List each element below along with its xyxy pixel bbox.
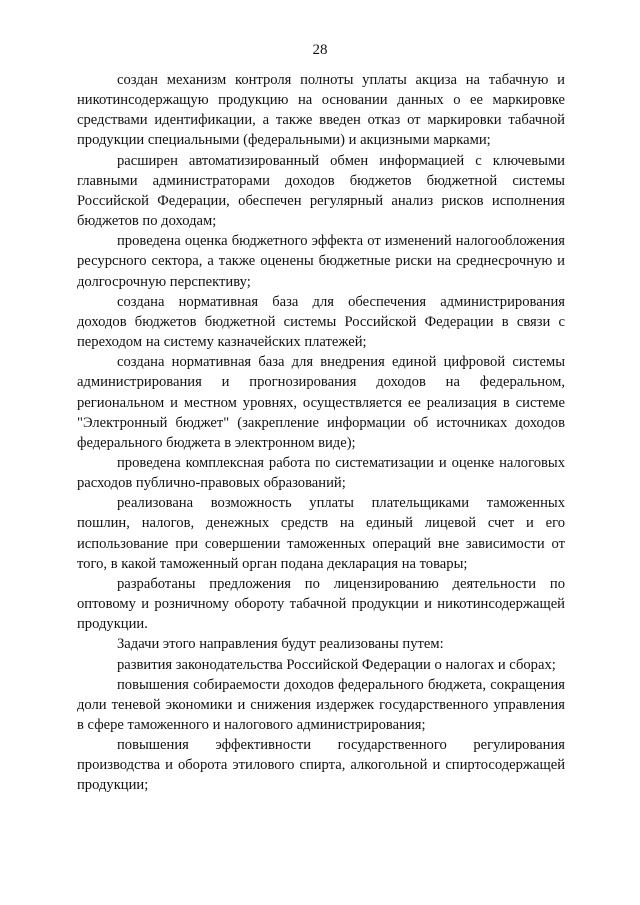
paragraph: проведена оценка бюджетного эффекта от изменений налогообложения ресурсного сектора, а также оценены бюджетные риски на среднесрочную и долгосрочную перспективу;: [77, 233, 565, 290]
paragraph: создана нормативная база для внедрения единой цифровой системы администрирования и прогнозирования доходов на федеральном, региональном и местном уровнях, осуществляется ее реализация в системе "Электронный бюджет" (закрепление информации об источниках доходов федерального бюджета в электронном виде);: [77, 354, 565, 451]
paragraph: расширен автоматизированный обмен информацией с ключевыми главными администраторами доходов бюджетов бюджетной системы Российской Федерации, обеспечен регулярный анализ рисков исполнения бюджетов по доходам;: [77, 152, 565, 230]
page-number: 28: [312, 42, 328, 58]
paragraph: создан механизм контроля полноты уплаты акциза на табачную и никотинсодержащую продукцию на основании данных о ее маркировке средствами идентификации, а также введен отказ от маркировки табачной продукции специальными (федеральными) и акцизными марками;: [77, 72, 565, 149]
paragraph: создана нормативная база для обеспечения администрирования доходов бюджетов бюджетной системы Российской Федерации в связи с переходом на систему казначейских платежей;: [77, 293, 565, 351]
paragraph: реализована возможность уплаты плательщиками таможенных пошлин, налогов, денежных средств на единый лицевой счет и его использование при совершении таможенных операций вне зависимости от того, в какой таможенный орган подана декларация на товары;: [77, 495, 565, 572]
paragraph: развития законодательства Российской Федерации о налогах и сборах;: [117, 656, 556, 673]
paragraph: разработаны предложения по лицензированию деятельности по оптовому и розничному обороту табачной продукции и никотинсодержащей продукции.: [77, 575, 565, 633]
document-body: [77, 70, 565, 796]
paragraph: проведена комплексная работа по систематизации и оценке налоговых расходов публично-правовых образований;: [77, 454, 565, 492]
paragraph: повышения собираемости доходов федерального бюджета, сокращения доли теневой экономики и снижения издержек государственного управления в сфере таможенного и налогового администрирования;: [77, 676, 565, 733]
paragraph: повышения эффективности государственного регулирования производства и оборота этилового спирта, алкогольной и спиртосодержащей продукции;: [77, 737, 565, 794]
paragraph: Задачи этого направления будут реализованы путем:: [117, 636, 444, 653]
